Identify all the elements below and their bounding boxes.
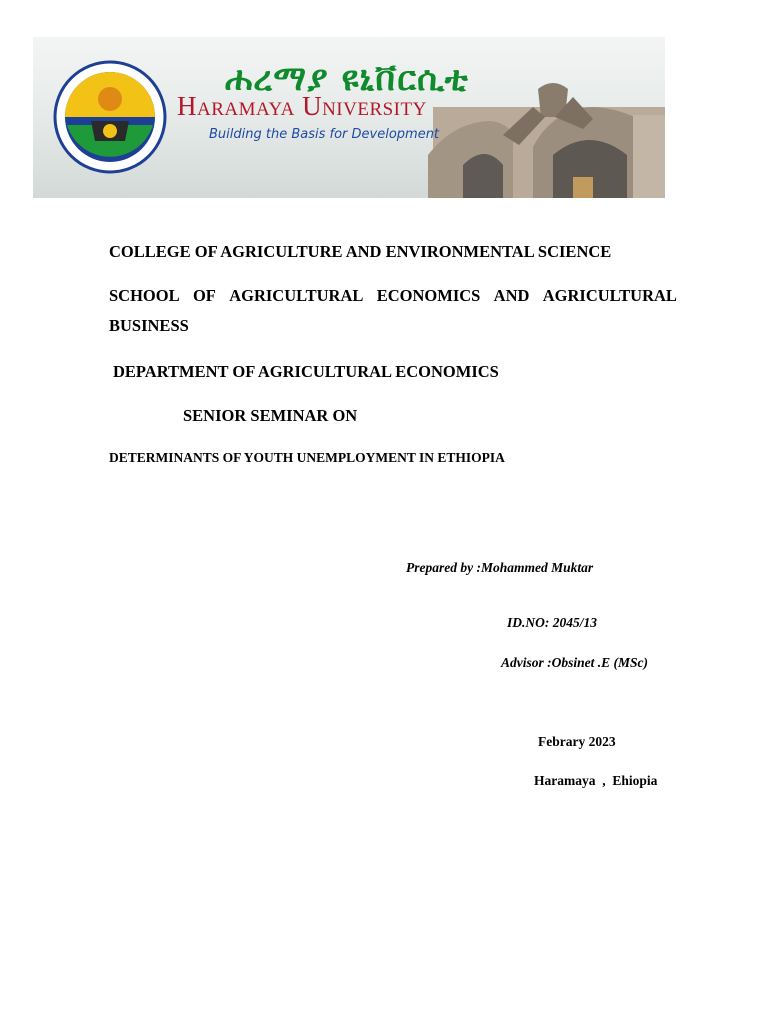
school-word: AGRICULTURAL xyxy=(542,286,677,305)
school-word: AND xyxy=(493,286,530,305)
submission-date: Febrary 2023 xyxy=(538,734,616,749)
university-name: Haramaya University xyxy=(177,91,427,121)
school-word: ECONOMICS xyxy=(376,286,481,305)
advisor: Advisor :Obsinet .E (MSc) xyxy=(501,655,649,670)
seminar-title: DETERMINANTS OF YOUTH UNEMPLOYMENT IN ETHIOPIA xyxy=(109,450,505,465)
student-id: ID.NO: 2045/13 xyxy=(507,615,597,630)
department-name: DEPARTMENT OF AGRICULTURAL ECONOMICS xyxy=(113,362,499,381)
university-slogan: Building the Basis for Development xyxy=(209,127,440,142)
location: Haramaya , Ehiopia xyxy=(534,773,658,788)
college-name: COLLEGE OF AGRICULTURE AND ENVIRONMENTAL SCIENCE xyxy=(109,242,612,261)
school-word: AGRICULTURAL xyxy=(229,286,364,305)
university-seal xyxy=(55,62,165,172)
seminar-heading: SENIOR SEMINAR ON xyxy=(183,406,358,425)
school-name-line1 xyxy=(109,286,677,306)
school-word: OF xyxy=(192,286,216,305)
university-banner xyxy=(33,37,665,198)
campus-building-illustration xyxy=(428,83,665,198)
university-amharic-name: ሐረማያ ዩኒቨርሲቲ xyxy=(225,59,469,99)
school-name-line2: BUSINESS xyxy=(109,316,189,335)
school-word: SCHOOL xyxy=(109,286,180,305)
prepared-by: Prepared by :Mohammed Muktar xyxy=(406,560,594,575)
